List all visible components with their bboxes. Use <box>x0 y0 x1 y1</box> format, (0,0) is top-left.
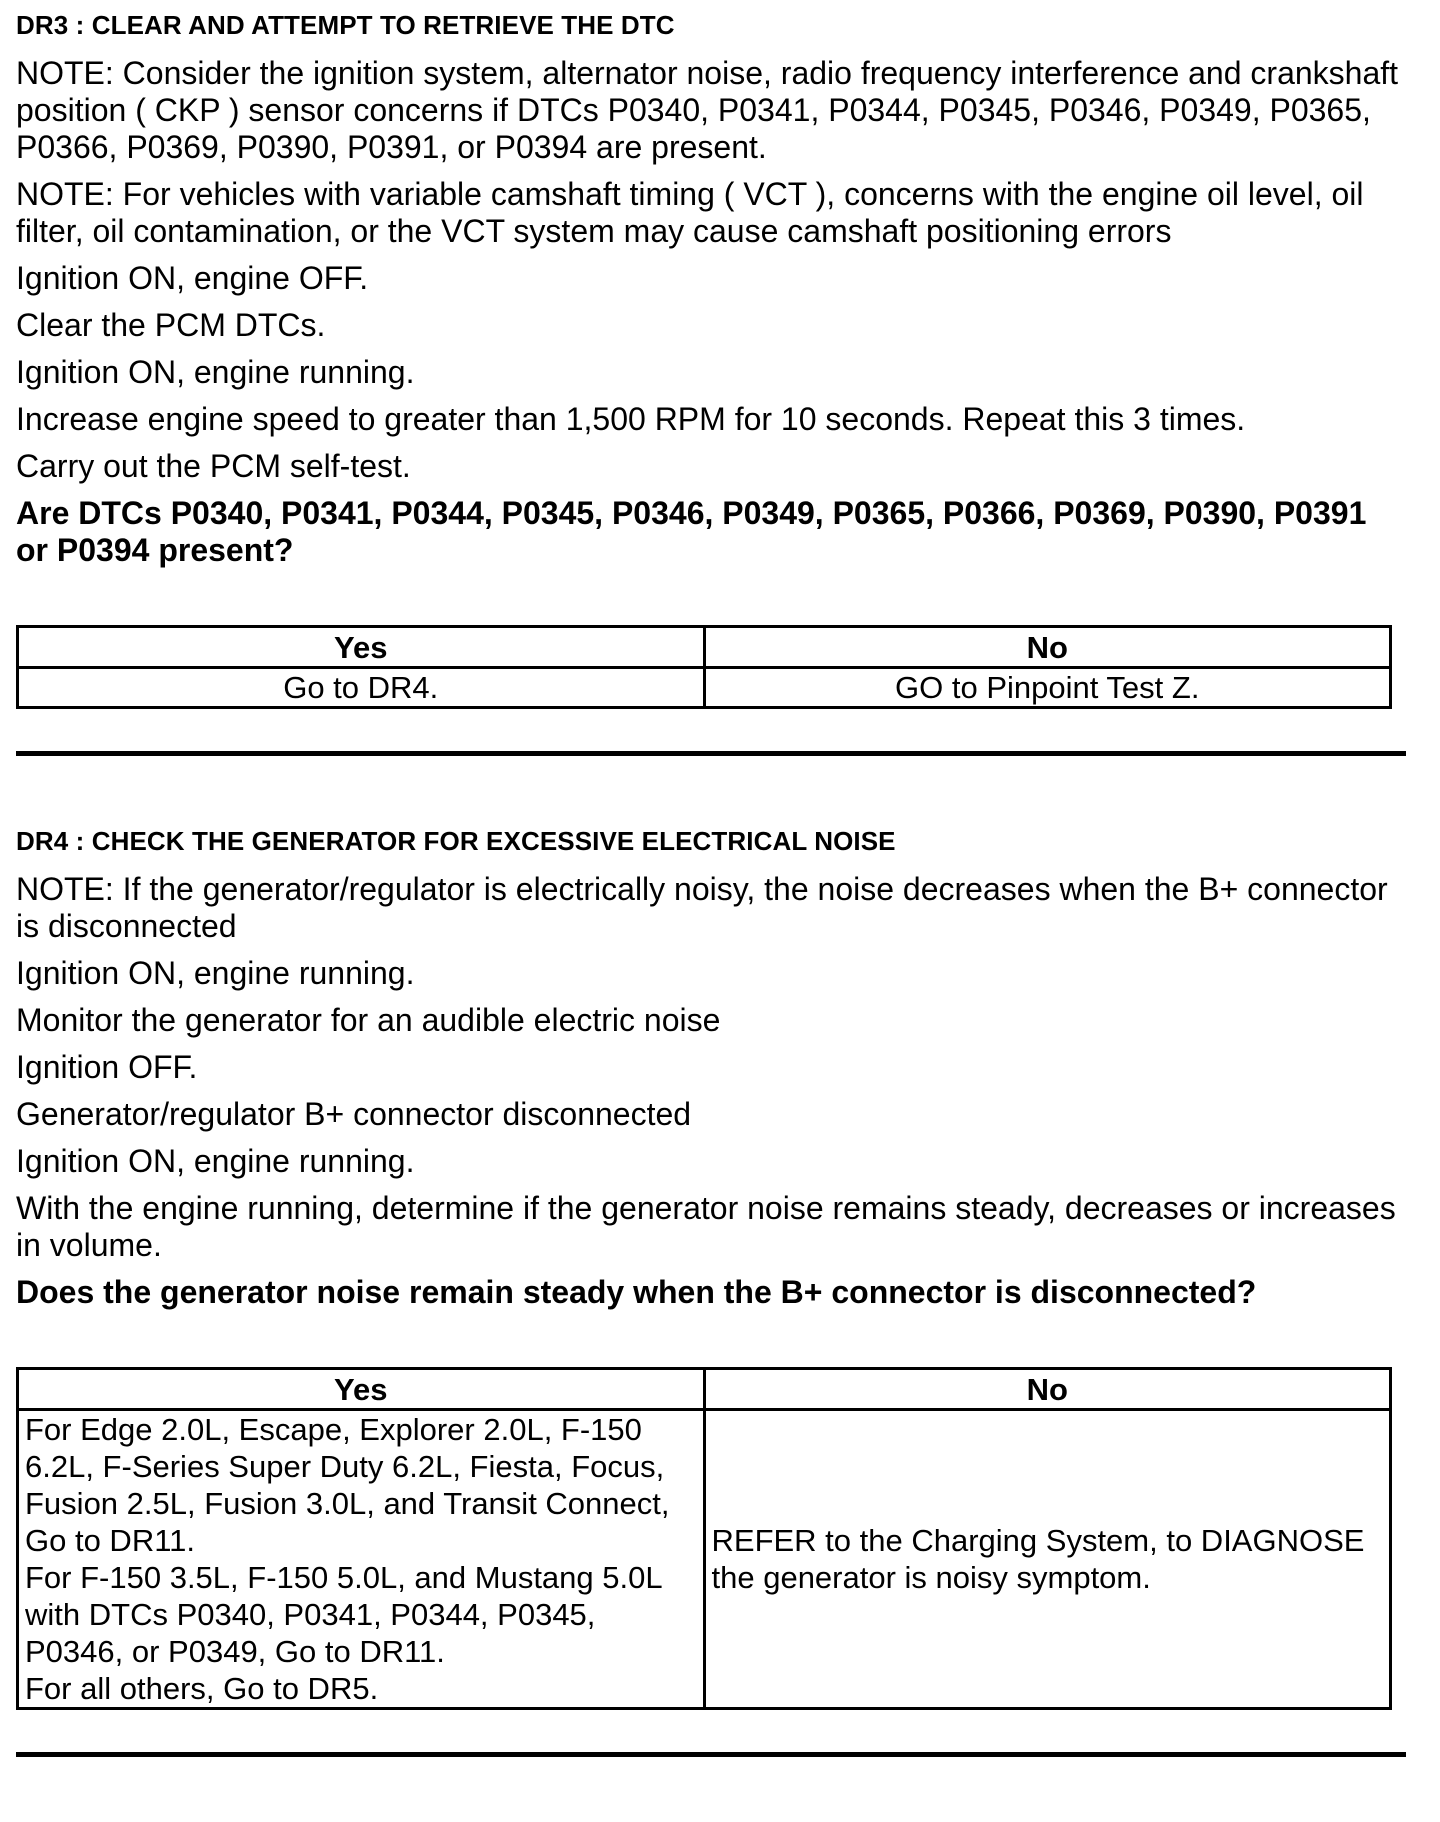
dr4-question: Does the generator noise remain steady when the B+ connector is disconnected? <box>16 1274 1257 1310</box>
dr4-yes-action-1: For Edge 2.0L, Escape, Explorer 2.0L, F-150 6.2L, F-Series Super Duty 6.2L, Fiesta, Focus, Fusion 2.5L, Fusion 3.0L, and Transit Connect, Go to DR11. <box>25 1412 670 1558</box>
dr4-no-action: REFER to the Charging System, to DIAGNOSE the generator is noisy symptom. <box>704 1410 1391 1709</box>
dr3-no-header: No <box>704 627 1391 668</box>
dr3-note-2: NOTE: For vehicles with variable camshaft timing ( VCT ), concerns with the engine oil level, oil filter, oil contamination, or the VCT system may cause camshaft positioning errors <box>16 176 1364 249</box>
dr3-section <box>16 10 1406 756</box>
dr4-yes-action-2: For F-150 3.5L, F-150 5.0L, and Mustang 5.0L with DTCs P0340, P0341, P0344, P0345, P0346, or P0349, Go to DR11. <box>25 1560 662 1669</box>
dr3-no-action: GO to Pinpoint Test Z. <box>704 668 1391 708</box>
dr4-yes-header: Yes <box>18 1369 705 1410</box>
dr3-step-3: Ignition ON, engine running. <box>16 354 415 390</box>
dr4-note-1: NOTE: If the generator/regulator is electrically noisy, the noise decreases when the B+ connector is disconnected <box>16 871 1388 944</box>
dr3-step-1: Ignition ON, engine OFF. <box>16 260 369 296</box>
dr4-section <box>16 826 1406 1757</box>
dr3-yes-action: Go to DR4. <box>18 668 705 708</box>
dr4-heading: DR4 : CHECK THE GENERATOR FOR EXCESSIVE ELECTRICAL NOISE <box>16 826 896 856</box>
dr3-step-2: Clear the PCM DTCs. <box>16 307 326 343</box>
dr3-step-4: Increase engine speed to greater than 1,500 RPM for 10 seconds. Repeat this 3 times. <box>16 401 1246 437</box>
dr4-step-4: Generator/regulator B+ connector disconnected <box>16 1096 692 1132</box>
dr4-step-6: With the engine running, determine if the generator noise remains steady, decreases or increases in volume. <box>16 1190 1396 1263</box>
dr4-step-5: Ignition ON, engine running. <box>16 1143 415 1179</box>
dr3-step-5: Carry out the PCM self-test. <box>16 448 411 484</box>
dr3-note-1: NOTE: Consider the ignition system, alternator noise, radio frequency interference and crankshaft position ( CKP ) sensor concerns if DTCs P0340, P0341, P0344, P0345, P0346, P0349, P0365, P0366, P0369, P0390, P0391, or P0394 are present. <box>16 55 1399 165</box>
dr3-question: Are DTCs P0340, P0341, P0344, P0345, P0346, P0349, P0365, P0366, P0369, P0390, P0391 or P0394 present? <box>16 495 1367 568</box>
dr4-result-table <box>16 1367 1392 1710</box>
dr4-step-1: Ignition ON, engine running. <box>16 955 415 991</box>
dr4-yes-action-3: For all others, Go to DR5. <box>25 1671 379 1706</box>
dr4-step-3: Ignition OFF. <box>16 1049 198 1085</box>
dr4-no-header: No <box>704 1369 1391 1410</box>
dr3-heading: DR3 : CLEAR AND ATTEMPT TO RETRIEVE THE DTC <box>16 10 675 40</box>
section-divider-bottom <box>16 1752 1406 1757</box>
dr3-yes-header: Yes <box>18 627 705 668</box>
dr4-step-2: Monitor the generator for an audible electric noise <box>16 1002 721 1038</box>
document-page <box>16 10 1406 1757</box>
dr4-yes-actions <box>18 1410 705 1709</box>
dr3-result-table <box>16 625 1392 709</box>
